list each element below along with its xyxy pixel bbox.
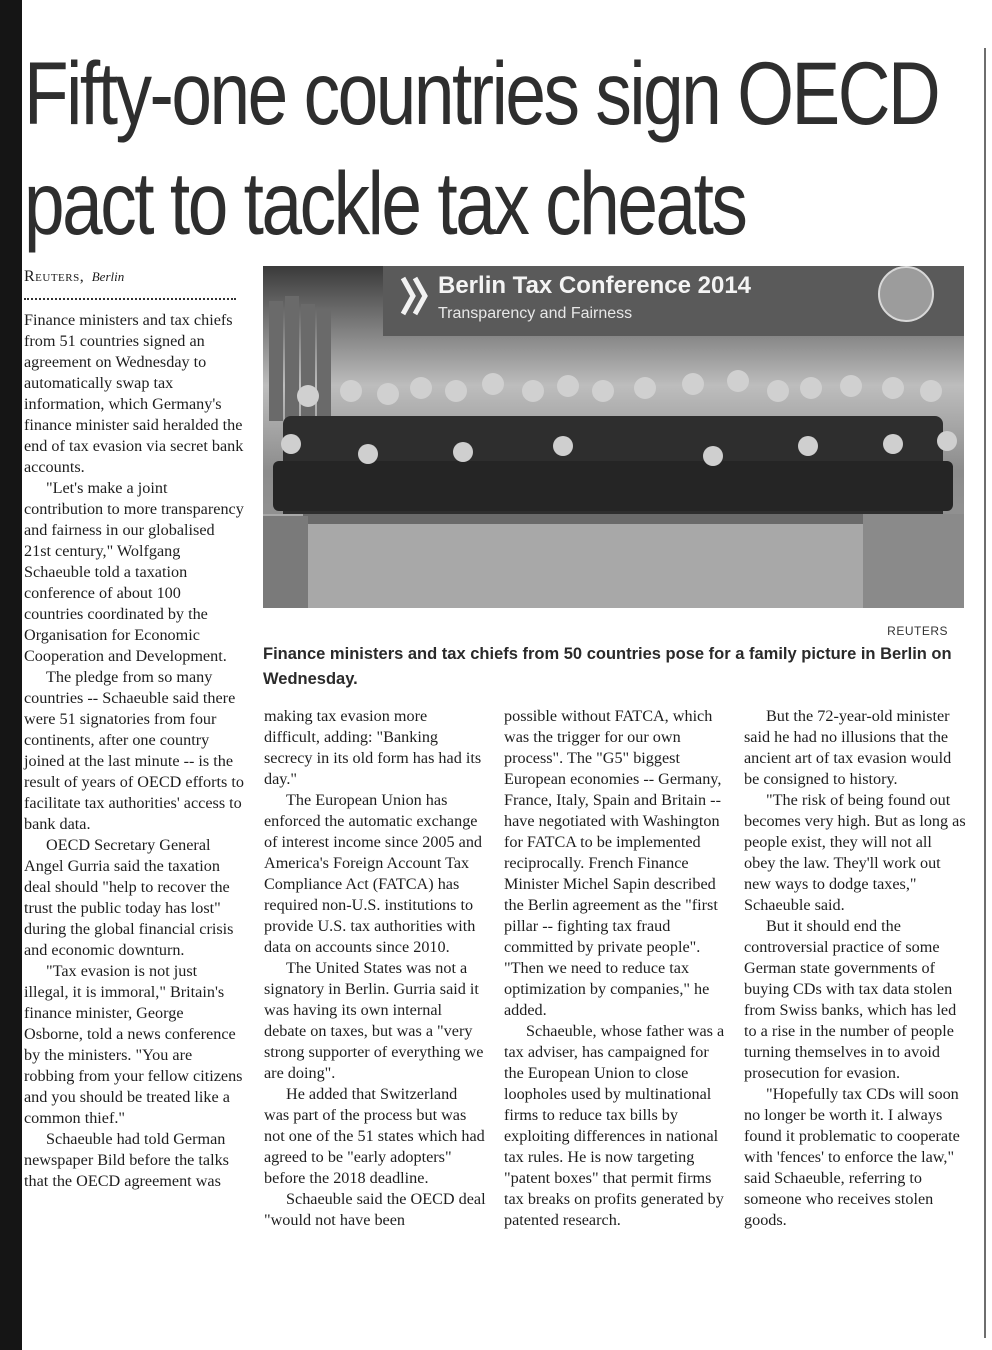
paragraph: Schaeuble said the OECD deal "would not have been [264,1190,486,1229]
byline-divider [24,298,236,300]
paragraph: OECD Secretary General Angel Gurria said the taxation deal should "help to recover the trust the public today has lost" during the global financial crisis and economic downturn. [24,836,234,959]
paragraph: Finance ministers and tax chiefs from 51 countries signed an agreement on Wednesday to automatically swap tax information, which Germany's finance minister said heralded the end of tax evasion via secret bank accounts. [24,311,244,476]
paragraph: But the 72-year-old minister said he had no illusions that the ancient art of tax evasion would be consigned to history. [744,707,952,788]
article-column-1 [24,310,244,1192]
paragraph: He added that Switzerland was part of the process but was not one of the 51 states which had agreed to be "early adopters" before the 2018 deadline. [264,1085,485,1187]
paragraph: The pledge from so many countries -- Schaeuble said there were 51 signatories from four continents, after one country joined at the last minute -- is the result of years of OECD efforts to facilitate tax authorities' access to bank data. [24,668,244,833]
paragraph: "Tax evasion is not just illegal, it is immoral," Britain's finance minister, George Osborne, told a news conference by the ministers. "You are robbing from your fellow citizens and you should be treated like a common thief." [24,962,243,1127]
paragraph: "Hopefully tax CDs will soon no longer be worth it. I always found it problematic to cooperate with 'fences' to enforce the law," said Schaeuble, referring to someone who receives stolen goods. [744,1085,960,1229]
news-photo [263,266,964,608]
headline: Fifty-one countries sign OECD pact to tackle tax cheats [24,43,939,253]
page-edge-bar [0,0,22,1350]
article-column-2 [264,706,486,1231]
byline [24,268,124,286]
paragraph: The United States was not a signatory in Berlin. Gurria said it was having its own internal debate on taxes, but was a "very strong supporter of everything we are doing". [264,959,484,1082]
column-rule [984,48,986,1338]
paragraph: Schaeuble had told German newspaper Bild before the talks that the OECD agreement was [24,1130,229,1190]
photo-illustration [263,266,964,608]
paragraph: "Let's make a joint contribution to more transparency and fairness in our globalised 21st century," Wolfgang Schaeuble told a taxation conference of about 100 countries coordinated by the Organisation for Economic Cooperation and Development. [24,479,244,665]
paragraph: "The risk of being found out becomes very high. But as long as people exist, they will not all obey the law. They'll work out new ways to dodge taxes," Schaeuble said. [744,791,966,914]
photo-caption: Finance ministers and tax chiefs from 50 countries pose for a family picture in Berlin on Wednesday. [263,645,952,688]
paragraph: Schaeuble, whose father was a tax adviser, has campaigned for the European Union to close loopholes used by multinational firms to reduce tax bills by exploiting differences in national tax rules. He is now targeting "patent boxes" that permit firms tax breaks on profits generated by patented research. [504,1022,725,1229]
paragraph: making tax evasion more difficult, adding: "Banking secrecy in its old form has had its day." [264,707,482,788]
article-column-4 [744,706,966,1231]
article-column-3 [504,706,726,1231]
byline-place: Berlin [91,269,125,284]
globe-icon [879,267,933,321]
paragraph: The European Union has enforced the automatic exchange of interest income since 2005 and America's Foreign Account Tax Compliance Act (FATCA) has required non-U.S. institutions to provide U.S. tax authorities with data on accounts since 2010. [264,791,483,956]
banner-subtitle: Transparency and Fairness [438,305,633,322]
banner-title: Berlin Tax Conference 2014 [438,272,752,299]
paragraph: possible without FATCA, which was the trigger for our own process". The "G5" biggest European economies -- Germany, France, Italy, Spain and Britain -- have negotiated with Washington for FATCA to be implemented reciprocally. French Finance Minister Michel Sapin described the Berlin agreement as the "first pillar -- fighting tax fraud committed by private people". "Then we need to reduce tax optimization by companies," he added. [504,707,722,1019]
photo-credit: REUTERS [887,624,948,638]
byline-agency: Reuters, [24,268,85,285]
paragraph: But it should end the controversial practice of some German state governments of buying CDs with tax data stolen from Swiss banks, which has led to a rise in the number of people turning themselves in to avoid prosecution for evasion. [744,917,957,1082]
